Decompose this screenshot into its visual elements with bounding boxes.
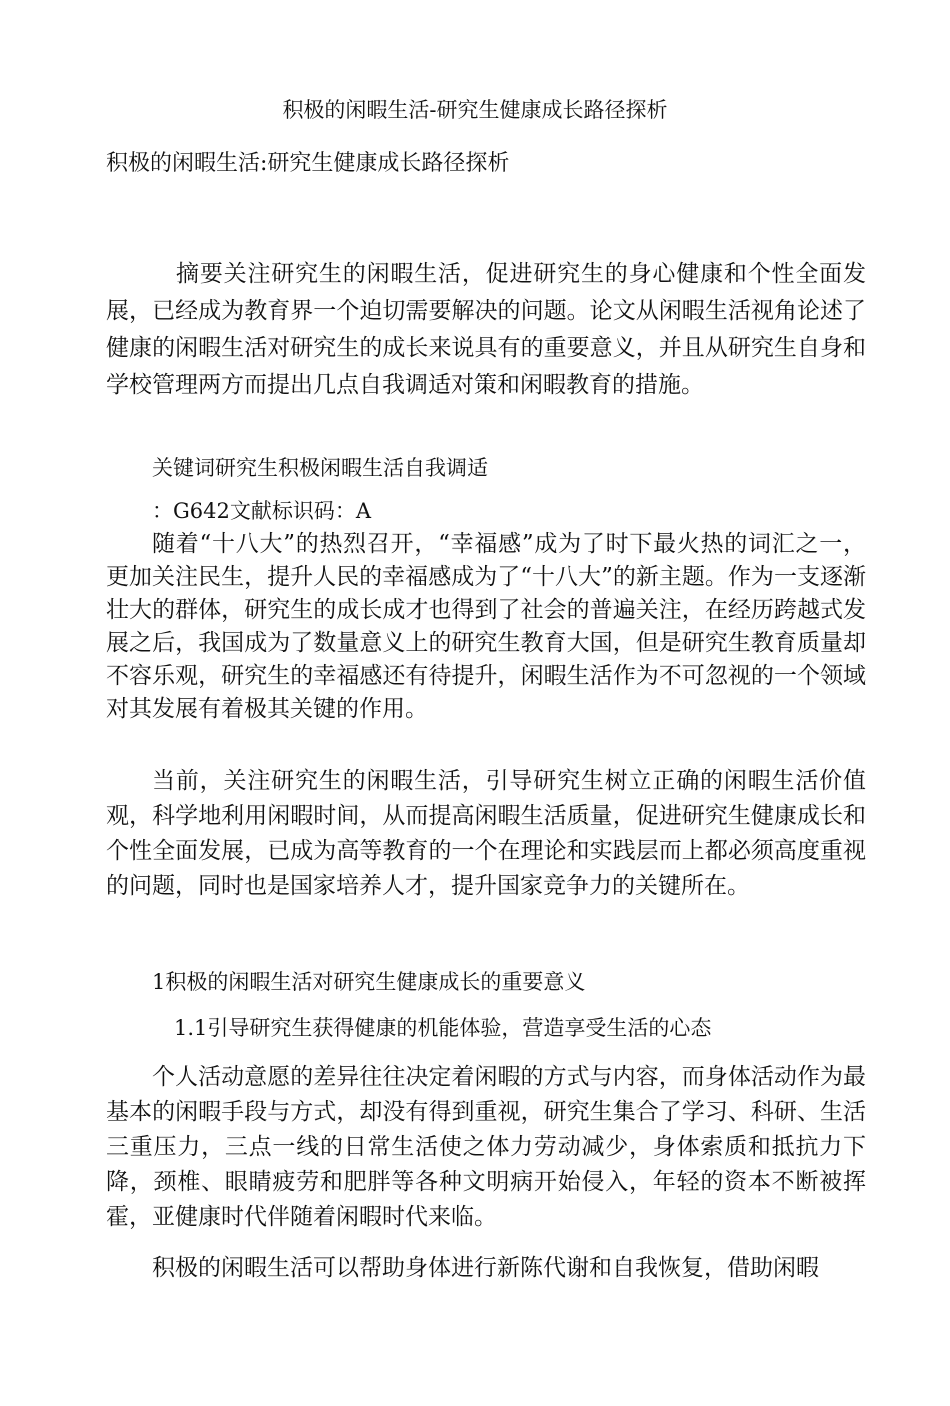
- body-paragraph-4: 积极的闲暇生活可以帮助身体进行新陈代谢和自我恢复，借助闲暇: [152, 1255, 819, 1281]
- body-paragraph-1: 随着“十八大”的热烈召开，“幸福感”成为了时下最火热的词汇之一，更加关注民生，提升人民的幸福感成为了“十八大”的新主题。作为一支逐渐壮大的群体，研究生的成长成才也得到了社会的普遍关注，在经历跨越式发展之后，我国成为了数量意义上的研究生教育大国，但是研究生教育质量却不容乐观，研究生的幸福感还有待提升，闲暇生活作为不可忽视的一个领域对其发展有着极其关键的作用。: [106, 531, 866, 722]
- section-1-heading: 1积极的闲暇生活对研究生健康成长的重要意义: [152, 970, 586, 994]
- abstract-paragraph: 摘要关注研究生的闲暇生活，促进研究生的身心健康和个性全面发展，已经成为教育界一个迫切需要解决的问题。论文从闲暇生活视角论述了健康的闲暇生活对研究生的成长来说具有的重要意义，并且从研究生自身和学校管理两方而提出几点自我调适对策和闲暇教育的措施。: [106, 261, 866, 398]
- body-paragraph-2: 当前，关注研究生的闲暇生活，引导研究生树立正确的闲暇生活价值观，科学地利用闲暇时间，从而提高闲暇生活质量，促进研究生健康成长和个性全面发展，已成为高等教育的一个在理论和实践层而上都必须高度重视的问题，同时也是国家培养人才，提升国家竞争力的关键所在。: [106, 768, 866, 899]
- body-paragraph-3: 个人活动意愿的差异往往决定着闲暇的方式与内容，而身体活动作为最基本的闲暇手段与方式，却没有得到重视，研究生集合了学习、科研、生活三重压力，三点一线的日常生活使之体力劳动减少，身体索质和抵抗力下降，颈椎、眼睛疲劳和肥胖等各种文明病开始侵入，年轻的资本不断被挥霍，亚健康时代伴随着闲暇时代来临。: [106, 1064, 866, 1230]
- classification-line: ：G642文献标识码：A: [152, 499, 372, 523]
- section-1-1-heading: 1.1引导研究生获得健康的机能体验，营造享受生活的心态: [174, 1016, 712, 1040]
- keywords-line: 关键词研究生积极闲暇生活自我调适: [152, 456, 488, 480]
- document-title: 积极的闲暇生活-研究生健康成长路径探析: [282, 98, 668, 122]
- document-subtitle: 积极的闲暇生活:研究生健康成长路径探析: [106, 151, 510, 176]
